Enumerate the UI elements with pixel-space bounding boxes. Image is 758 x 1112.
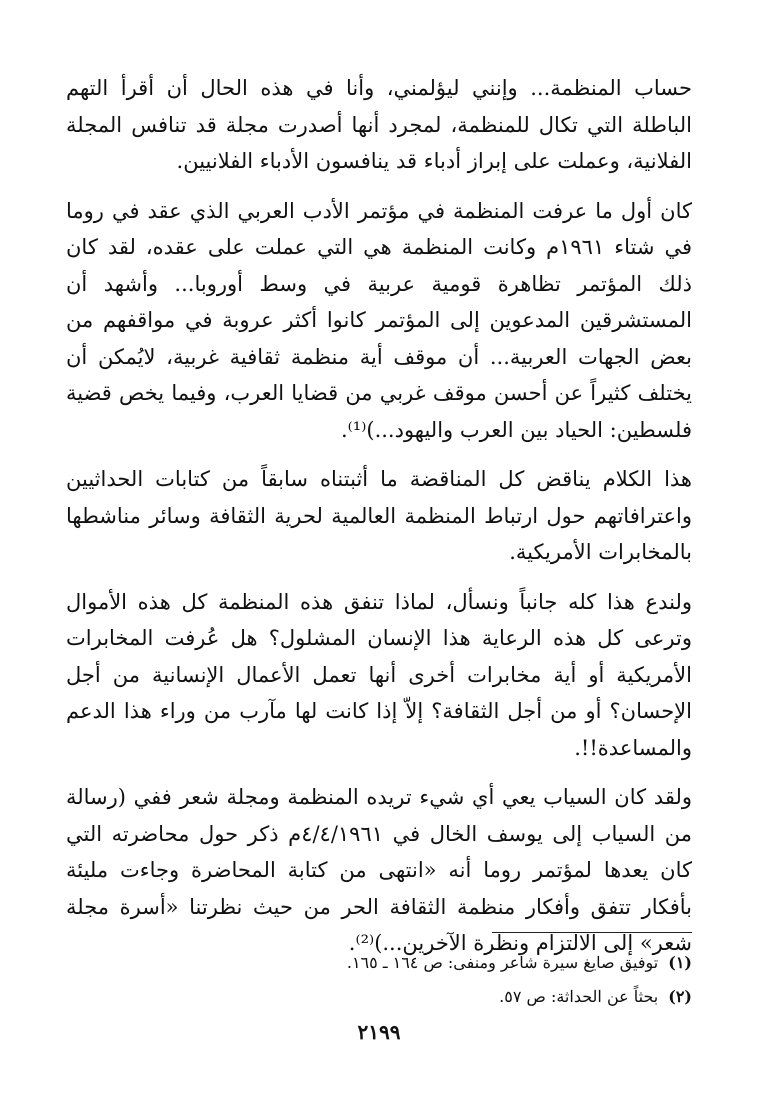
footnote-separator: [492, 932, 692, 933]
paragraph-4: ولندع هذا كله جانباً ونسأل، لماذا تنفق هذه المنظمة كل هذه الأموال وترعى كل هذه الرعاية هذا الإنسان المشلول؟ هل عُرفت المخابرات الأمريكية أو أية مخابرات أخرى أنها تعمل الأعمال الإنسانية من أجل الإحسان؟ أو من أجل الثقافة؟ إلاّ إذا كانت لها مآرب من وراء هذا الدعم والمساعدة!!.: [66, 589, 692, 760]
page-number: ٢١٩٩: [357, 1020, 401, 1044]
footnote-1-number: (١): [668, 953, 692, 972]
footnote-2-text: بحثاً عن الحداثة: ص ٥٧.: [499, 987, 659, 1006]
paragraph-1: حساب المنظمة... وإنني ليؤلمني، وأنا في هذه الحال أن أقرأ التهم الباطلة التي تكال للمنظمة، لمجرد أنها أصدرت مجلة قد تنافس المجلة الفلانية، وعملت على إبراز أدباء قد ينافسون الأدباء الفلانيين.: [66, 76, 692, 173]
footnote-2-number: (٢): [668, 987, 692, 1006]
footnote-2: [66, 980, 692, 1014]
body-text: [66, 70, 692, 975]
paragraph-2: كان أول ما عرفت المنظمة في مؤتمر الأدب العربي الذي عقد في روما في شتاء ١٩٦١م وكانت المنظمة هي التي عملت على عقده، لقد كان ذلك المؤتمر تظاهرة قومية عربية في وسط أوروبا... وأشهد أن المستشرقين المدعوين إلى المؤتمر كانوا أكثر عروبة في مواقفهم من بعض الجهات العربية... أن موقف أية منظمة ثقافية غربية، لايُمكن أن يختلف كثيراً عن أحسن موقف غربي من قضايا العرب، وفيما يخص قضية فلسطين: الحياد بين العرب واليهود...)⁽¹⁾.: [66, 198, 692, 442]
footnote-1-text: توفيق صايغ سيرة شاعر ومنفى: ص ١٦٤ ـ ١٦٥.: [346, 953, 659, 972]
footnotes: [66, 946, 692, 1014]
footnote-1: [66, 946, 692, 980]
paragraph-5: ولقد كان السياب يعي أي شيء تريده المنظمة ومجلة شعر ففي (رسالة من السياب إلى يوسف الخال في ٤/٤/١٩٦١م ذكر حول محاضرته التي كان يعدها لمؤتمر روما أنه «انتهى من كتابة المحاضرة وجاءت مليئة بأفكار تتفق وأفكار منظمة الثقافة الحر من حيث نظرتنا «أسرة مجلة شعر» إلى الالتزام ونظرة الآخرين...)⁽²⁾.: [66, 785, 692, 955]
paragraph-3: هذا الكلام يناقض كل المناقضة ما أثبتناه سابقاً من كتابات الحداثيين واعترافاتهم حول ارتباط المنظمة العالمية لحرية الثقافة وسائر مناشطها بالمخابرات الأمريكية.: [66, 467, 692, 564]
